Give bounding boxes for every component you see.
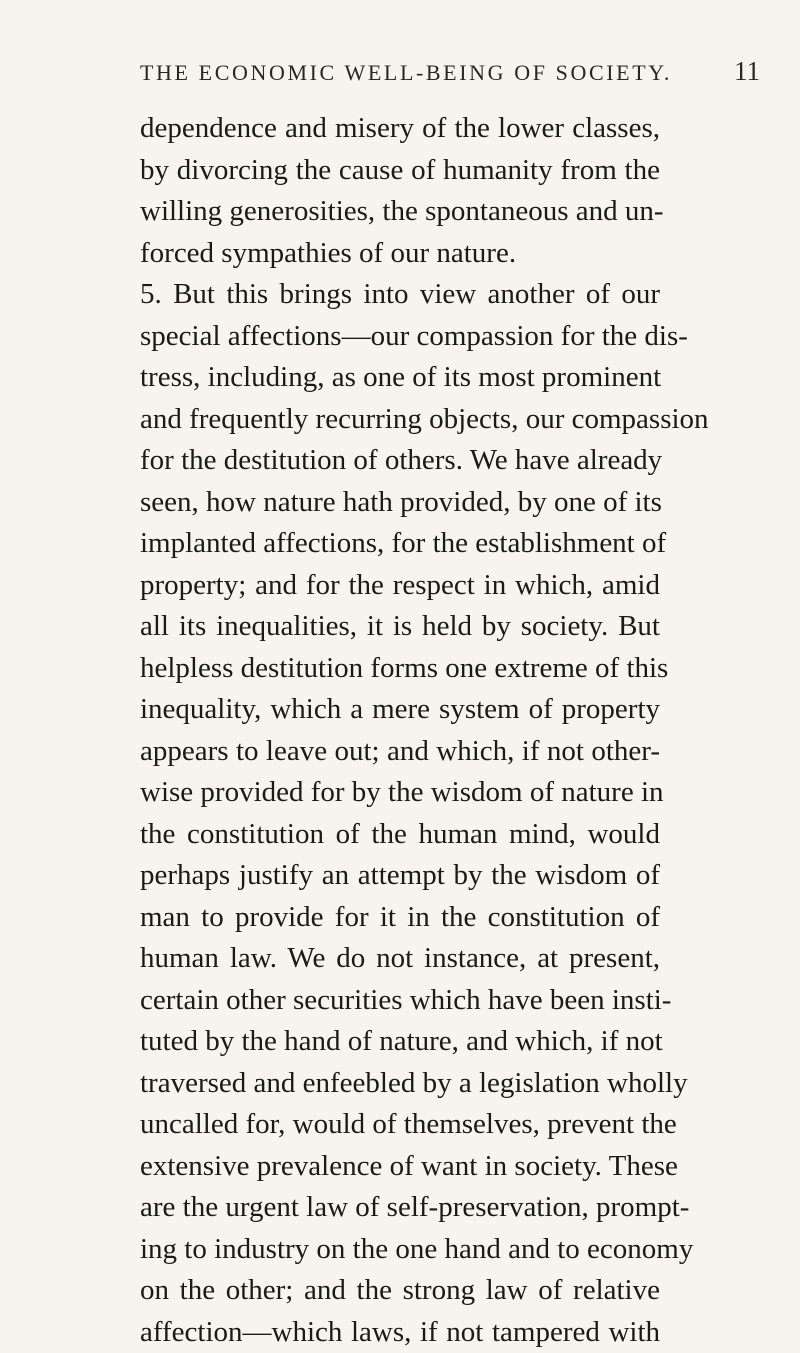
text-line: the constitution of the human mind, would	[140, 814, 660, 856]
text-line: wise provided for by the wisdom of nature in	[140, 772, 660, 814]
text-line: uncalled for, would of themselves, prevent the	[140, 1104, 660, 1146]
running-head	[100, 60, 790, 100]
text-line: traversed and enfeebled by a legislation wholly	[140, 1063, 660, 1105]
text-line: tuted by the hand of nature, and which, if not	[140, 1021, 660, 1063]
text-line: 5. But this brings into view another of our	[140, 274, 660, 316]
running-title: THE ECONOMIC WELL-BEING OF SOCIETY.	[140, 60, 672, 86]
text-line: property; and for the respect in which, amid	[140, 565, 660, 607]
text-line: on the other; and the strong law of relative	[140, 1270, 660, 1312]
text-line: tress, including, as one of its most prominent	[140, 357, 660, 399]
text-line: by divorcing the cause of humanity from the	[140, 150, 660, 192]
text-line: affection—which laws, if not tampered with	[140, 1312, 660, 1353]
text-line: perhaps justify an attempt by the wisdom of	[140, 855, 660, 897]
text-line: ing to industry on the one hand and to economy	[140, 1229, 660, 1271]
text-line: extensive prevalence of want in society. These	[140, 1146, 660, 1188]
text-line: inequality, which a mere system of property	[140, 689, 660, 731]
text-line: for the destitution of others. We have already	[140, 440, 660, 482]
text-line: helpless destitution forms one extreme of this	[140, 648, 660, 690]
text-line: man to provide for it in the constitution of	[140, 897, 660, 939]
body-text	[140, 108, 660, 1353]
text-line: forced sympathies of our nature.	[140, 233, 660, 275]
text-line: special affections—our compassion for the dis-	[140, 316, 660, 358]
text-line: are the urgent law of self-preservation, prompt-	[140, 1187, 660, 1229]
text-line: implanted affections, for the establishment of	[140, 523, 660, 565]
text-line: certain other securities which have been insti-	[140, 980, 660, 1022]
text-line: all its inequalities, it is held by society. But	[140, 606, 660, 648]
page-number: 11	[734, 56, 760, 87]
text-line: human law. We do not instance, at present,	[140, 938, 660, 980]
text-line: appears to leave out; and which, if not other-	[140, 731, 660, 773]
text-line: seen, how nature hath provided, by one of its	[140, 482, 660, 524]
text-line: and frequently recurring objects, our compassion	[140, 399, 660, 441]
text-line: willing generosities, the spontaneous and un-	[140, 191, 660, 233]
text-line: dependence and misery of the lower classes,	[140, 108, 660, 150]
